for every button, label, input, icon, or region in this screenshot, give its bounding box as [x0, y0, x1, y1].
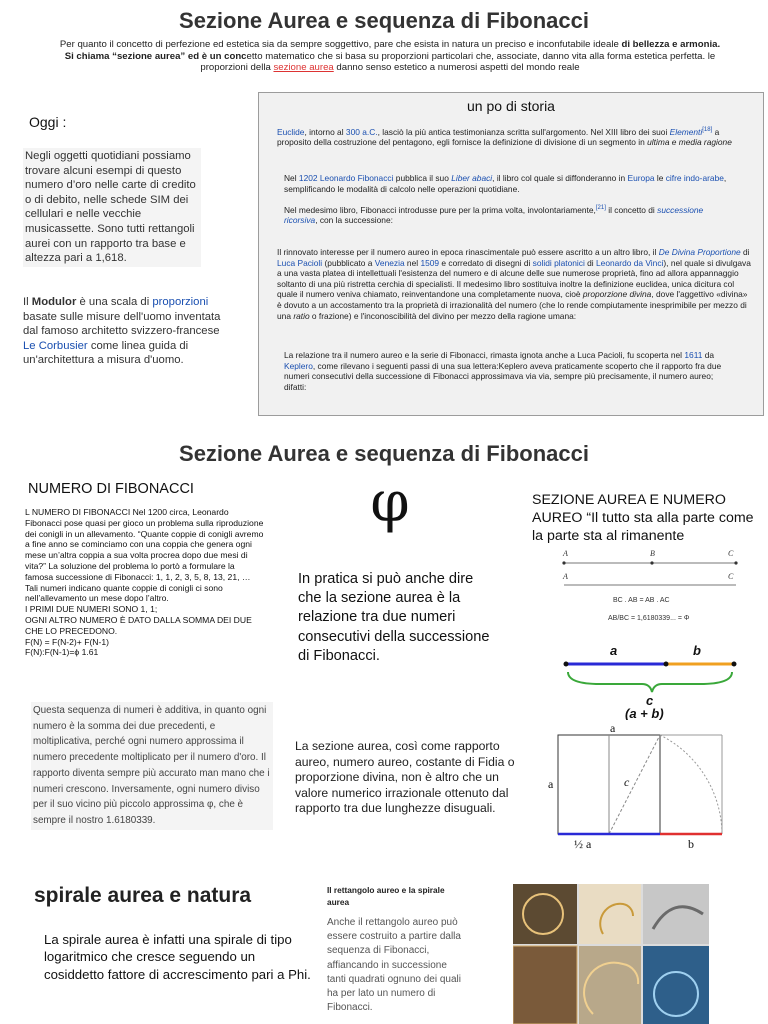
rettangolo-heading: Il rettangolo aureo e la spirale aurea: [327, 885, 445, 907]
text-part: è una scala di: [76, 296, 153, 308]
fibonacci-heading: NUMERO DI FIBONACCI: [28, 481, 194, 497]
label-b: B: [650, 549, 655, 558]
text-part: il concetto di: [605, 204, 658, 215]
storia-paragraph-fibonacci: [284, 173, 739, 194]
fibonacci-line: L NUMERO DI FIBONACCI Nel 1200 circa, Leonardo Fibonacci pose quasi per gioco un problema sulla riproduzione dei conigli in un allevamento. “Quante coppie di conigli avremo a fine anno se cominciamo con una coppia che genera ogni mese un’altra coppia a sua volta procrea dopo due mesi di vita?” La soluzione del problema lo portò a formulare la famosa successione di Fibonacci: 1, 1, 2, 3, 5, 8, 13, 21, … Tali numeri indicano quante coppie di conigli ci sono nell’allevamento un mese dopo l’altro.: [25, 507, 264, 604]
text-part: , il libro col quale si diffonderanno in: [492, 173, 628, 183]
italic-text: ultima e media ragione: [647, 137, 732, 148]
text-part: ), nel quale si divulgava a una vasta platea di intellettuali l'esistenza del numero e di alcune delle sue numerose proprietà, fino ad allora appannaggio soltanto di una più ristretta cerchia di specialisti. Il medesimo libro sostituiva inoltre la definizione euclidea, unica dicitura col quale il numero veniva chiamato, reinventandone una completamente nuova, cioè: [277, 257, 751, 300]
label-a: a: [610, 643, 618, 658]
elementi-link[interactable]: Elementi: [669, 126, 703, 137]
arc: [660, 735, 722, 834]
spirale-text: La spirale aurea è infatti una spirale di tipo logaritmico che cresce seguendo un cosiddetto fattore di accrescimento pari a Phi.: [44, 932, 311, 982]
text-part: pubblica il suo: [393, 173, 452, 183]
photo: [579, 946, 641, 1024]
text-part: di: [740, 247, 750, 257]
storia-heading: un po di storia: [467, 98, 555, 114]
text-part: , lasciò la più antica testimonianza scritta sull'argomento. Nel XIII libro dei suoi: [377, 126, 670, 137]
sezione-aurea-text: La sezione aurea, così come rapporto aureo, numero aureo, costante di Fidia o proporzione divina, non è altro che un valore numerico irrazionale ottenuto dal rapporto tra due lunghezze disuguali.: [295, 739, 515, 816]
euclide-link[interactable]: Euclide: [277, 126, 305, 137]
text-part: come linea guida di un'architettura a misura d'uomo.: [23, 339, 189, 367]
formula-1: BC . AB = AB . AC: [613, 597, 670, 604]
fibonacci-line: I PRIMI DUE NUMERI SONO 1, 1;: [25, 604, 158, 615]
oggi-text: Negli oggetti quotidiani possiamo trovare alcuni esempi di questo numero d’oro nelle carte di credito o di debito, nelle schede SIM dei cellulari e nelle vecchie musicassette. Sono tutti rettangoli aurei con un rapporto tra base e altezza pari a 1,618.: [23, 148, 201, 267]
fibonacci-text: [25, 507, 265, 658]
nature-photo-collage: [513, 884, 709, 1024]
pratica-text: In pratica si può anche dire che la sezione aurea è la relazione tra due numeri consecutivi della successione di Fibonacci.: [298, 571, 490, 664]
rettangolo-text: Anche il rettangolo aureo può essere costruito a partire dalla sequenza di Fibonacci, affiancando in successione tanti quadrati ognuno dei quali ha per lato un numero di Fibonacci.: [327, 917, 461, 1014]
cifre-link[interactable]: cifre indo-arabe: [665, 173, 724, 183]
brace: [568, 672, 732, 692]
point: [650, 561, 653, 564]
italic-text: ratio: [293, 310, 310, 321]
text-part: Nel: [284, 173, 299, 183]
additiva-text: Questa sequenza di numeri è additiva, in quanto ogni numero è la somma dei due precedenti, e moltiplicativa, perché ogni numero approssima il numero precedente moltiplicato per il numero d'oro. Il rapporto diventa sempre più accurato man mano che i numeri crescono. Inversamente, ogni numero diviso per il suo vicino più piccolo approssima φ, che è sempre il nostro 1.6180339.: [31, 702, 273, 830]
text-part: Nel medesimo libro, Fibonacci introdusse pure per la prima volta, involontariamente,: [284, 204, 596, 215]
year-link[interactable]: 1202: [298, 173, 318, 183]
label-c: c: [646, 693, 654, 708]
fibonacci-line: F(N) = F(N-2)+ F(N-1): [25, 636, 110, 647]
leonardo-link[interactable]: Leonardo da Vinci: [596, 257, 664, 268]
fibonacci-link[interactable]: Leonardo Fibonacci: [319, 173, 394, 183]
label-half-a: ½ a: [574, 837, 592, 851]
fibonacci-line: OGNI ALTRO NUMERO È DATO DALLA SOMMA DEI DUE CHE LO PRECEDONO.: [25, 614, 252, 636]
text-part: Il rinnovato interesse per il numero aureo in epoca rinascimentale può essere ascritto a un altro libro, il: [277, 247, 659, 257]
fibonacci-line: F(N):F(N-1)=ϕ 1.61: [25, 647, 99, 658]
text-part: , come rilevano i seguenti passi di una sua lettera:Keplero aveva praticamente scoperto che il rapporto fra due numeri consecutivi della successione di Fibonacci approssimava via via, sempre più precisamente, il numero aureo; difatti:: [284, 360, 722, 392]
text-part: La relazione tra il numero aureo e la serie di Fibonacci, rimasta ignota anche a Luca Pacioli, fu scoperta nel: [284, 350, 685, 360]
label-c: c: [624, 775, 630, 789]
golden-rectangle-diagram: [540, 720, 730, 855]
spirale-heading: spirale aurea e natura: [34, 884, 252, 907]
aureo-heading: SEZIONE AUREA E NUMERO AUREO “Il tutto sta alla parte come la parte sta al rimanente: [532, 492, 754, 543]
label-top-a: a: [610, 721, 616, 735]
le-corbusier-link[interactable]: Le Corbusier: [23, 339, 88, 352]
storia-paragraph-euclide: [277, 125, 747, 148]
label-a: A: [563, 572, 568, 581]
photo: [643, 946, 709, 1024]
intro-text: [40, 39, 740, 74]
label-b: b: [688, 837, 694, 851]
storia-paragraph-successione: [284, 203, 739, 226]
diagonal: [609, 735, 660, 834]
text-part: nel: [404, 257, 421, 268]
europa-link[interactable]: Europa: [627, 173, 655, 183]
modulor-bold: Modulor: [31, 296, 77, 308]
storia-paragraph-keplero: [284, 350, 724, 392]
formula-2: AB/BC = 1,6180339... = Φ: [608, 615, 690, 622]
text-part: e corredato di disegni di: [439, 257, 533, 268]
text-part: Il: [23, 296, 32, 308]
text-part: a proposito della costruzione del pentagono, egli fornisce la definizione di divisione di un segmento in: [277, 126, 720, 148]
solidi-link[interactable]: solidi platonici: [532, 257, 585, 268]
keplero-link[interactable]: Keplero: [284, 360, 313, 371]
section-title: Sezione Aurea e sequenza di Fibonacci: [179, 441, 589, 466]
label-sum: (a + b): [625, 706, 664, 720]
citation[interactable]: [18]: [702, 127, 713, 133]
italic-text: proporzione divina: [582, 289, 652, 300]
point: [564, 662, 569, 667]
text-part: le: [654, 173, 666, 183]
text-part: , intorno al: [304, 126, 346, 137]
phi-symbol: φ: [370, 470, 410, 535]
citation[interactable]: [21]: [595, 205, 606, 211]
storia-box: [258, 92, 764, 416]
intro-bold: Si chiama “sezione aurea” ed è un conc: [64, 50, 247, 62]
intro-part: Per quanto il concetto di perfezione ed estetica sia da sempre soggettivo, pare che esista in natura un preciso e inconfutabile ideale: [59, 39, 622, 50]
year-link[interactable]: 300 a.C.: [345, 126, 378, 137]
segment-diagram: [558, 545, 744, 625]
point: [562, 561, 565, 564]
text-part: da: [702, 350, 715, 360]
text-part: (pubblicato a: [322, 257, 375, 268]
year-link[interactable]: 1611: [684, 350, 703, 360]
photo: [513, 946, 577, 1024]
point: [664, 662, 669, 667]
label-c: C: [728, 572, 734, 581]
label-c: C: [728, 549, 734, 558]
page-title: Sezione Aurea e sequenza di Fibonacci: [179, 8, 589, 33]
photo: [579, 884, 641, 944]
point: [734, 561, 737, 564]
modulor-text: [23, 295, 223, 368]
de-divina-link[interactable]: De Divina Proportione: [658, 247, 741, 257]
ab-diagram: [560, 638, 740, 720]
text-part: basate sulle misure dell'uomo inventata dal famoso architetto svizzero-francese: [23, 310, 221, 338]
venezia-link[interactable]: Venezia: [374, 257, 405, 268]
pacioli-link[interactable]: Luca Pacioli: [277, 257, 323, 268]
label-b: b: [693, 643, 701, 658]
photo: [643, 884, 709, 944]
year-link[interactable]: 1509: [420, 257, 440, 268]
label-left-a: a: [548, 777, 554, 791]
label-a: A: [563, 549, 568, 558]
proporzioni-link[interactable]: proporzioni: [152, 296, 209, 308]
text-part: , con la successione:: [315, 215, 393, 226]
liber-abaci-link[interactable]: Liber abaci: [451, 173, 493, 183]
point: [732, 662, 737, 667]
text-part: o frazione) e l'inconoscibilità del divino per mezzo della ragione umana:: [309, 310, 577, 321]
intro-bold: di bellezza e armonia.: [621, 39, 721, 50]
oggi-heading: Oggi :: [29, 114, 67, 130]
text-part: , dove l'aggettivo «divina» è dovuto a un accostamento tra la proprietà di irrazionalità del numero (che lo rende compiutamente inesprimibile per mezzo di una: [277, 289, 748, 321]
storia-paragraph-pacioli: [277, 247, 752, 321]
successione-link[interactable]: successione ricorsiva: [284, 204, 704, 226]
sezione-aurea-link[interactable]: sezione aurea: [273, 62, 334, 73]
intro-part: danno senso estetico a numerosi aspetti del mondo reale: [333, 62, 580, 73]
text-part: , semplificando le modalità di calcolo nelle operazioni quotidiane.: [284, 173, 727, 194]
text-part: di: [584, 257, 596, 268]
intro-part: etto matematico che si basa su proporzioni particolari che, associate, danno vita alla forma estetica perfetta. le proporzioni della: [200, 50, 716, 73]
